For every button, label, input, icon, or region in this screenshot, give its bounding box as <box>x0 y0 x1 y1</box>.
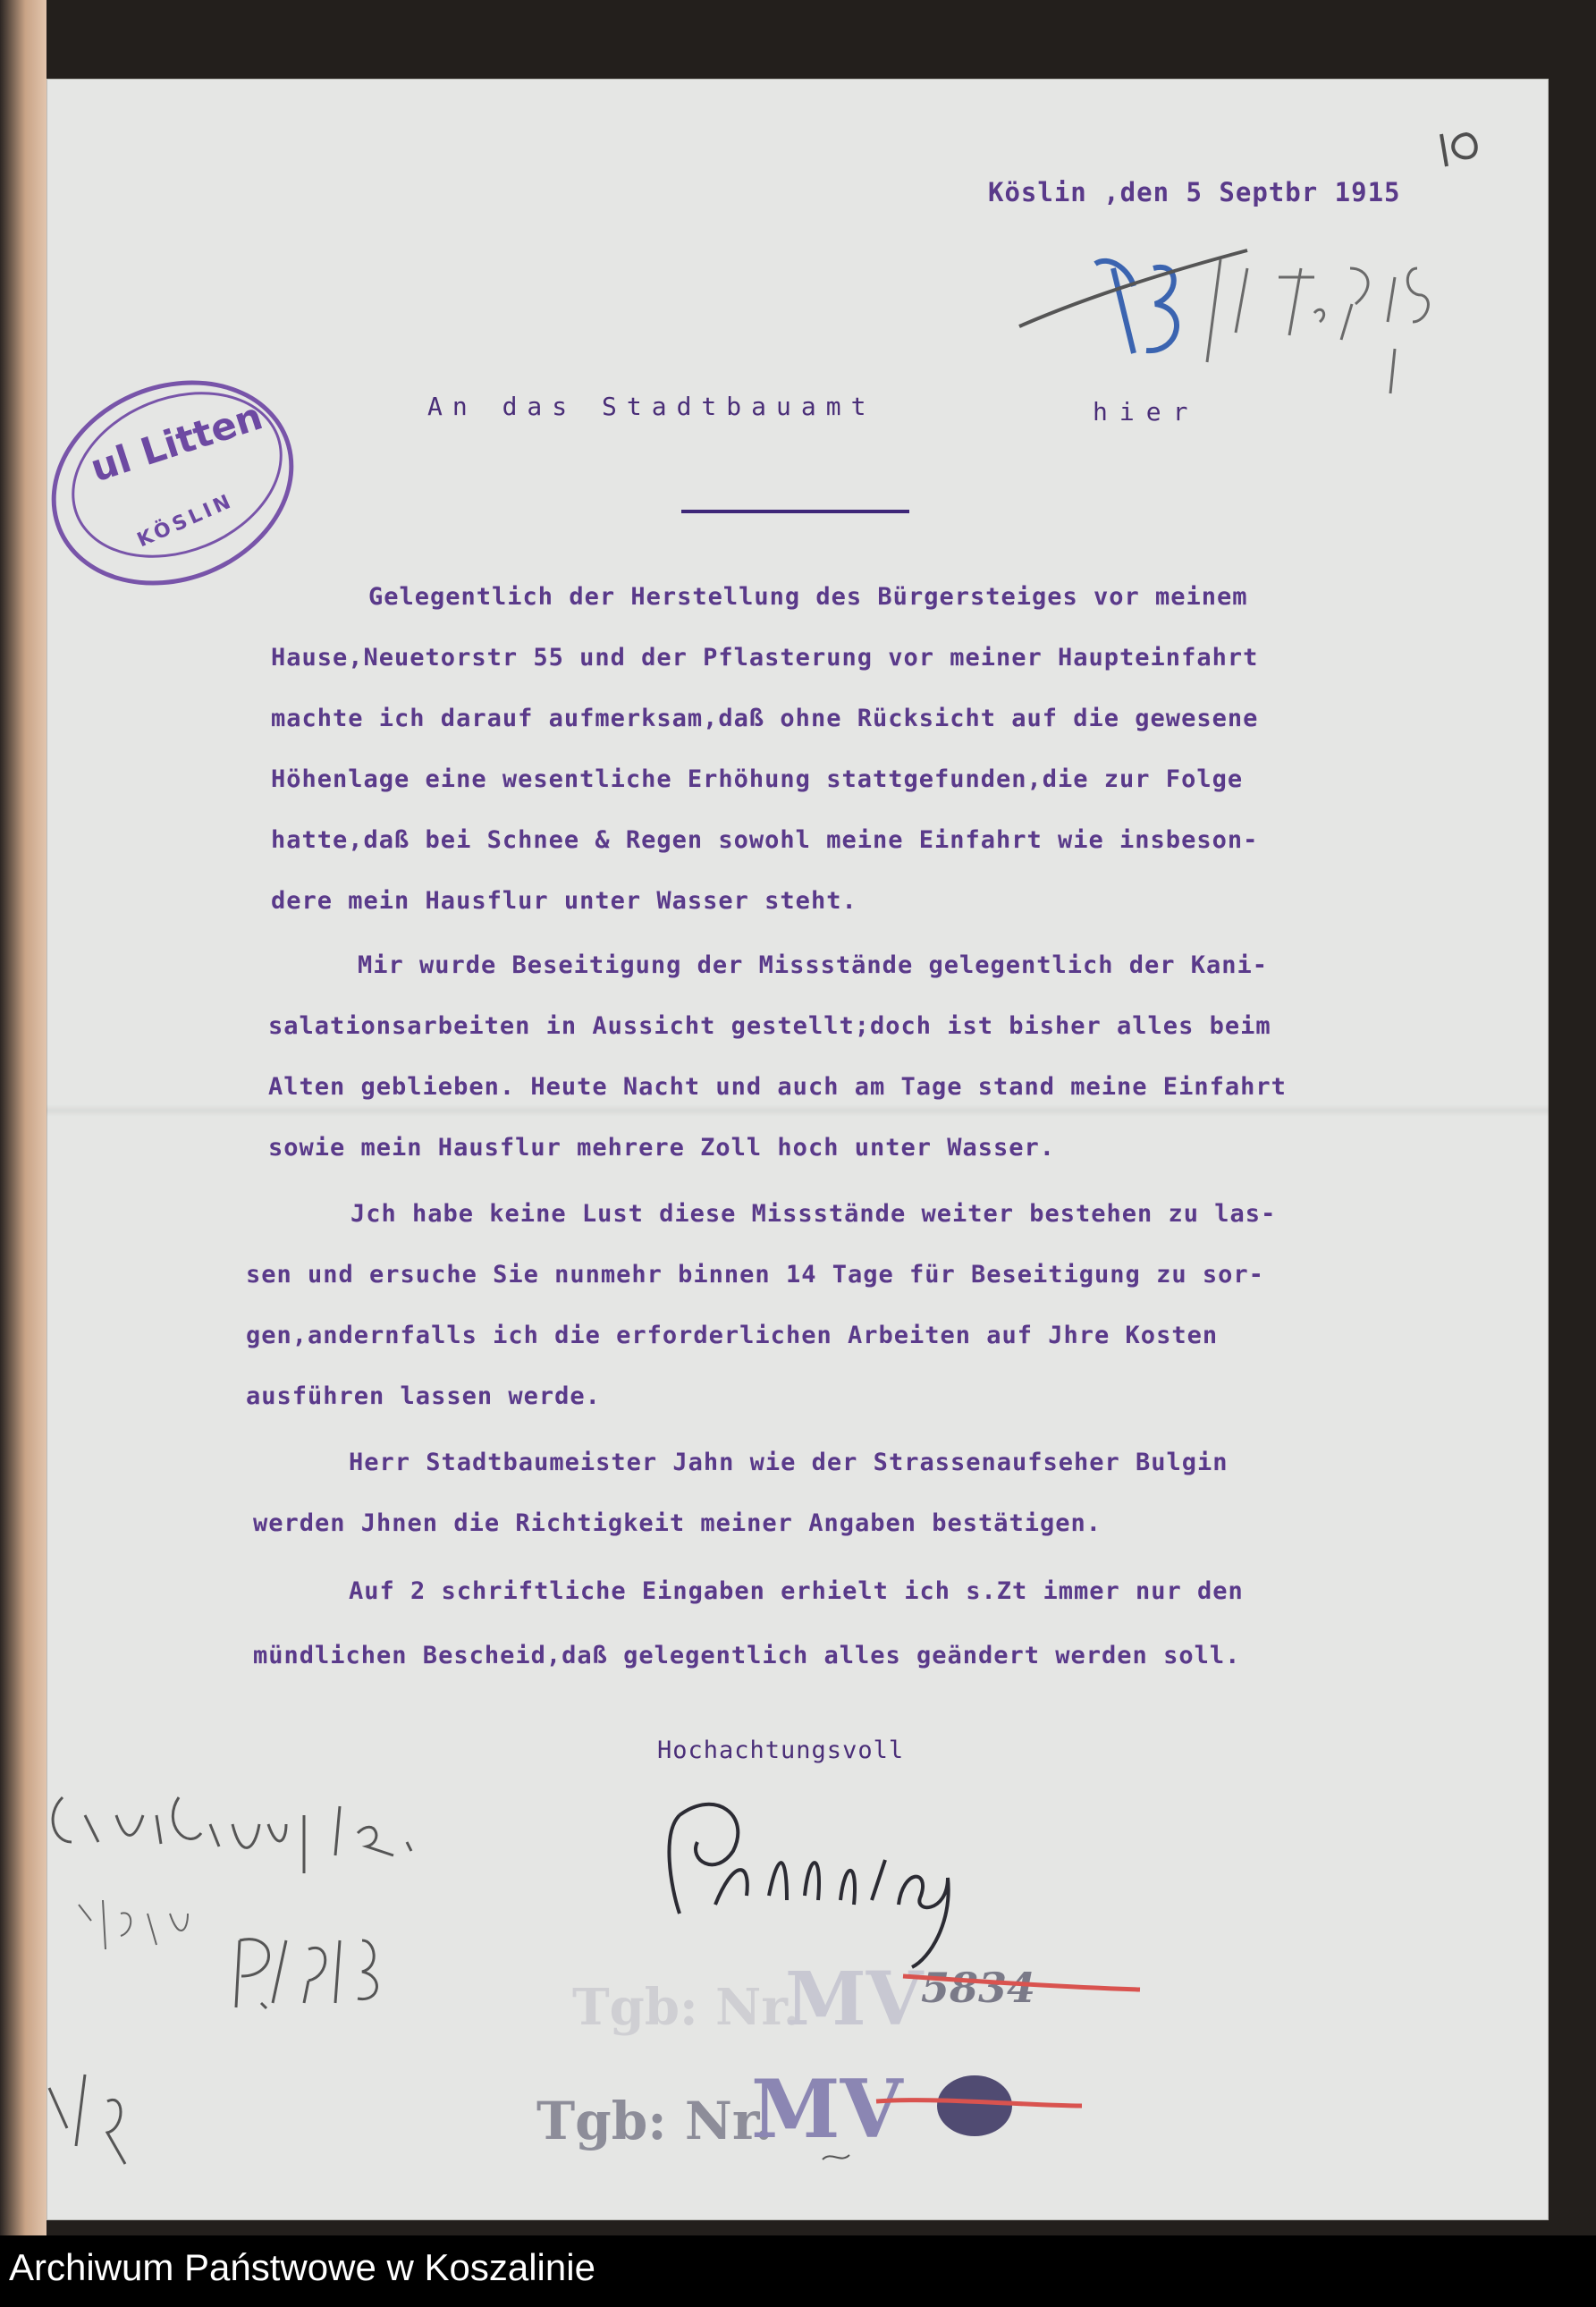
sender-stamp-name: ul Litten <box>85 393 268 491</box>
body-line: salationsarbeiten in Aussicht gestellt;doch ist bisher alles beim <box>268 1012 1271 1040</box>
pencil-date-top <box>1207 259 1428 393</box>
body-line: werden Jhnen die Richtigkeit meiner Angaben bestätigen. <box>253 1509 1102 1537</box>
body-line: Jch habe keine Lust diese Missstände weiter bestehen zu las- <box>350 1200 1277 1228</box>
body-line: machte ich darauf aufmerksam,daß ohne Rücksicht auf die gewesene <box>271 705 1259 732</box>
body-line: dere mein Hausflur unter Wasser steht. <box>271 887 857 915</box>
recipient: An das Stadtbauamt <box>427 392 876 421</box>
body-line: Hause,Neuetorstr 55 und der Pflasterung vor meiner Haupteinfahrt <box>271 644 1259 672</box>
margin-note-small <box>79 1900 188 1949</box>
body-line: hatte,daß bei Schnee & Regen sowohl meine Einfahrt wie insbeson- <box>271 826 1259 854</box>
body-line: Auf 2 schriftliche Eingaben erhielt ich s.Zt immer nur den <box>349 1577 1244 1605</box>
body-line: Gelegentlich der Herstellung des Bürgersteiges vor meinem <box>368 583 1248 611</box>
body-line: sen und ersuche Sie nunmehr binnen 14 Tage für Beseitigung zu sor- <box>246 1261 1264 1289</box>
margin-note-bottom <box>49 2075 125 2164</box>
closing: Hochachtungsvoll <box>657 1737 905 1764</box>
red-strike <box>903 1976 1140 1990</box>
sender-stamp-city: KÖSLIN <box>133 489 238 553</box>
body-line: sowie mein Hausflur mehrere Zoll hoch unter Wasser. <box>268 1134 1056 1162</box>
register-stamp-label: Tgb: Nr. <box>572 1978 801 2037</box>
body-line: ausführen lassen werde. <box>246 1382 601 1410</box>
ink-blot <box>937 2075 1012 2136</box>
body-line: Herr Stadtbaumeister Jahn wie der Strassenaufseher Bulgin <box>349 1449 1229 1476</box>
folio-number <box>1441 134 1476 166</box>
body-line: gen,andernfalls ich die erforderlichen Arbeiten auf Jhre Kosten <box>246 1322 1219 1349</box>
register-stamp-number: 5834 <box>921 1964 1036 2012</box>
tilde-mark <box>823 2155 849 2159</box>
recipient-location: hier <box>1093 397 1200 427</box>
register-stamp-code: MV <box>751 2062 903 2157</box>
margin-note-date <box>236 1939 376 2008</box>
register-stamp-label: Tgb: Nr. <box>536 2091 773 2151</box>
place-date: Köslin ,den 5 Septbr 1915 <box>988 177 1401 207</box>
signature <box>669 1804 948 1967</box>
register-stamp-code: MV <box>785 1956 924 2042</box>
archive-name: Archiwum Państwowe w Koszalinie <box>9 2246 595 2288</box>
body-line: mündlichen Bescheid,daß gelegentlich alles geändert werden soll. <box>253 1642 1241 1669</box>
body-line: Alten geblieben. Heute Nacht und auch am Tage stand meine Einfahrt <box>268 1073 1287 1101</box>
margin-note-name <box>53 1797 411 1873</box>
body-line: Höhenlage eine wesentliche Erhöhung stattgefunden,die zur Folge <box>271 765 1244 793</box>
body-line: Mir wurde Beseitigung der Missstände gelegentlich der Kani- <box>358 951 1269 979</box>
